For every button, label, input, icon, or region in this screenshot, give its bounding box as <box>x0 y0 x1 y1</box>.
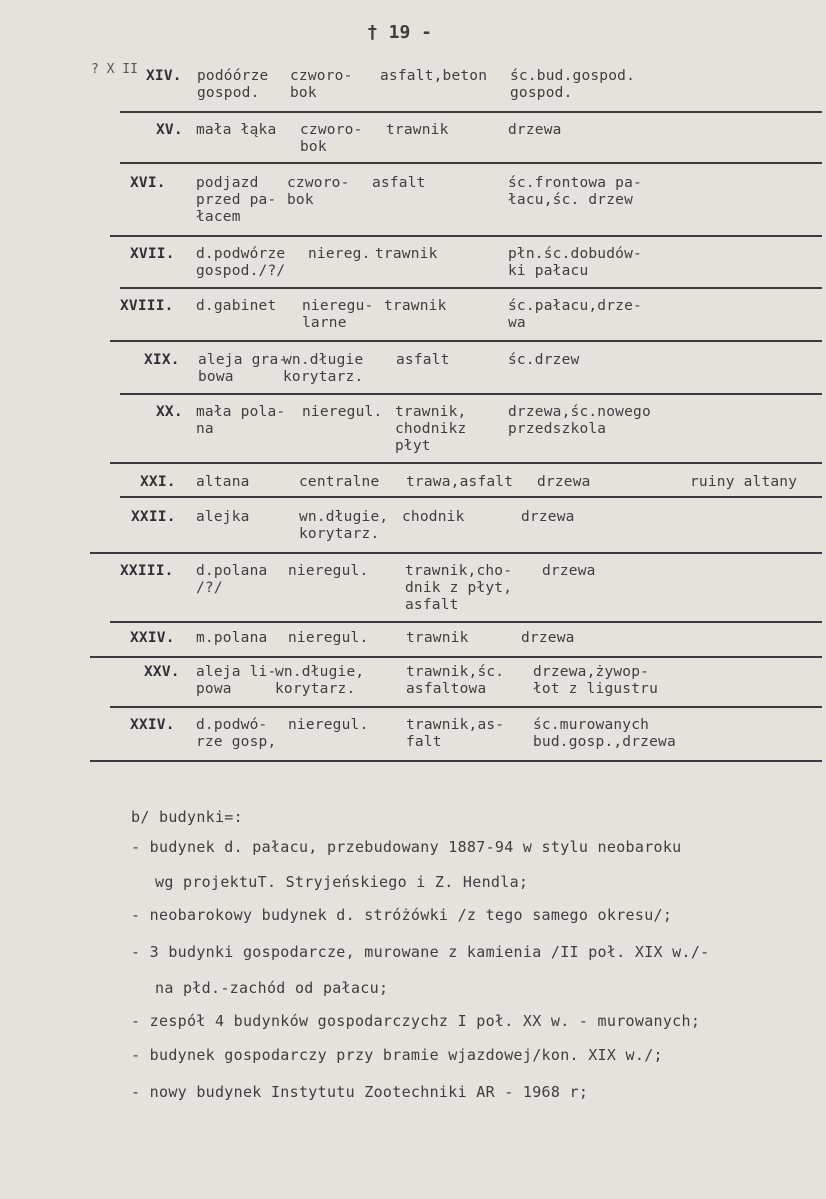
cell-bounds: śc.murowanych bud.gosp.,drzewa <box>533 717 676 750</box>
row-number: XXII. <box>131 509 176 525</box>
cell-surface: trawnik <box>384 298 447 314</box>
row-number: XXIII. <box>120 563 174 579</box>
cell-place: d.polana /?/ <box>196 563 268 596</box>
cell-shape: nieregul. <box>288 630 369 646</box>
cell-shape: czworo- bok <box>300 122 363 155</box>
cell-bounds: drzewa <box>521 630 575 646</box>
cell-shape: nieregul. <box>302 404 383 420</box>
list-item: - budynek gospodarczy przy bramie wjazdowej/kon. XIX w./; <box>131 1046 663 1064</box>
cell-surface: trawnik,śc. asfaltowa <box>406 664 505 697</box>
cell-bounds: drzewa,żywop- łot z ligustru <box>533 664 659 697</box>
cell-shape: nieregul. <box>288 563 369 579</box>
row-number: XVIII. <box>120 298 174 314</box>
cell-place: d.podwó- rze gosp, <box>196 717 277 750</box>
row-number: XVI. <box>130 175 166 191</box>
cell-shape: wn.długie, korytarz. <box>299 509 389 542</box>
row-divider <box>120 287 822 289</box>
row-number: XIV. <box>146 68 182 84</box>
section-title: b/ budynki=: <box>131 808 243 826</box>
cell-place: mała łąka <box>196 122 277 138</box>
row-divider <box>120 496 822 498</box>
cell-bounds: płn.śc.dobudów- ki pałacu <box>508 246 642 279</box>
margin-note: ? X II <box>91 62 138 77</box>
cell-shape: wn.długie, korytarz. <box>275 664 365 697</box>
cell-bounds: śc.pałacu,drze- wa <box>508 298 642 331</box>
row-divider <box>90 656 822 658</box>
cell-place: aleja li- powa <box>196 664 277 697</box>
cell-place: altana <box>196 474 250 490</box>
row-divider <box>120 393 822 395</box>
cell-place: podjazd przed pa- łacem <box>196 175 277 225</box>
row-number: XX. <box>156 404 183 420</box>
page-number: † 19 - <box>367 22 433 43</box>
cell-surface: asfalt <box>372 175 426 191</box>
row-number: XXV. <box>144 664 180 680</box>
list-item: - zespół 4 budynków gospodarczychz I poł. XX w. - murowanych; <box>131 1012 701 1030</box>
list-item: - budynek d. pałacu, przebudowany 1887-94 w stylu neobaroku <box>131 838 682 856</box>
cell-surface: trawnik <box>375 246 438 262</box>
list-item: - neobarokowy budynek d. stróżówki /z tego samego okresu/; <box>131 906 673 924</box>
cell-bounds: drzewa <box>542 563 596 579</box>
cell-place: d.podwórze gospod./?/ <box>196 246 286 279</box>
cell-bounds: śc.bud.gospod. gospod. <box>510 68 636 101</box>
row-number: XXIV. <box>130 630 175 646</box>
row-number: XXI. <box>140 474 176 490</box>
cell-surface: chodnik <box>402 509 465 525</box>
row-number: XVII. <box>130 246 175 262</box>
cell-surface: asfalt <box>396 352 450 368</box>
cell-surface: trawnik,as- falt <box>406 717 505 750</box>
cell-surface: trawnik <box>406 630 469 646</box>
cell-surface: trawnik <box>386 122 449 138</box>
cell-shape: nieregul. <box>288 717 369 733</box>
row-number: XXIV. <box>130 717 175 733</box>
cell-place: d.gabinet <box>196 298 277 314</box>
cell-shape: nieregu- larne <box>302 298 374 331</box>
row-divider <box>110 235 822 237</box>
cell-bounds: drzewa <box>521 509 575 525</box>
cell-shape: czworo- bok <box>290 68 353 101</box>
cell-shape: czworo- bok <box>287 175 350 208</box>
row-divider <box>110 621 822 623</box>
row-divider <box>90 760 822 762</box>
cell-shape: wn.długie korytarz. <box>283 352 364 385</box>
cell-place: podóórze gospod. <box>197 68 269 101</box>
cell-bounds: drzewa <box>537 474 591 490</box>
row-divider <box>110 706 822 708</box>
cell-bounds: śc.drzew <box>508 352 580 368</box>
row-number: XV. <box>156 122 183 138</box>
cell-surface: trawa,asfalt <box>406 474 514 490</box>
cell-place: mała pola- na <box>196 404 286 437</box>
cell-place: m.polana <box>196 630 268 646</box>
cell-bounds: drzewa <box>508 122 562 138</box>
row-number: XIX. <box>144 352 180 368</box>
list-item-continuation: na płd.-zachód od pałacu; <box>155 979 389 997</box>
cell-bounds: śc.frontowa pa- łacu,śc. drzew <box>508 175 642 208</box>
list-item: - 3 budynki gospodarcze, murowane z kamienia /II poł. XIX w./- <box>131 943 710 961</box>
cell-surface: asfalt,beton <box>380 68 488 84</box>
row-divider <box>120 162 822 164</box>
cell-place: aleja gra- bowa <box>198 352 288 385</box>
cell-shape: niereg. <box>308 246 371 262</box>
row-divider <box>110 340 822 342</box>
list-item: - nowy budynek Instytutu Zootechniki AR - 1968 r; <box>131 1083 589 1101</box>
row-divider <box>120 111 822 113</box>
row-divider <box>90 552 822 554</box>
cell-surface: trawnik, chodnikz płyt <box>395 404 467 454</box>
cell-place: alejka <box>196 509 250 525</box>
cell-remarks: ruiny altany <box>690 474 798 490</box>
cell-surface: trawnik,cho- dnik z płyt, asfalt <box>405 563 513 613</box>
cell-shape: centralne <box>299 474 380 490</box>
row-divider <box>110 462 822 464</box>
list-item-continuation: wg projektuT. Stryjeńskiego i Z. Hendla; <box>155 873 529 891</box>
cell-bounds: drzewa,śc.nowego przedszkola <box>508 404 651 437</box>
